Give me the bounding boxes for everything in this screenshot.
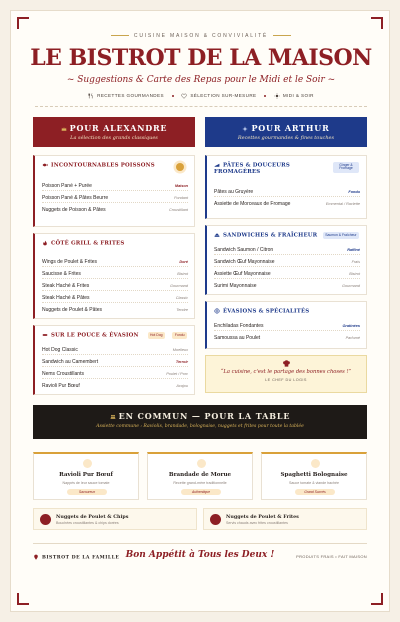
quote-author: LE CHEF DU LOGIS — [265, 378, 307, 382]
menu-item: Saucisse & Frites Bistrot — [42, 268, 188, 279]
card-header: CÔTÉ GRILL & FRITES — [42, 240, 187, 254]
quote-text: “La cuisine, c'est le partage des bonnes choses !” — [220, 369, 352, 375]
card-header: INCONTOURNABLES POISSONS — [42, 162, 187, 176]
footer-left: BISTROT DE LA FAMILLE — [33, 554, 119, 561]
tagline — [11, 33, 391, 39]
crown-icon — [61, 126, 67, 132]
card-pates — [205, 155, 367, 219]
menu-item: Wings de Poulet & Frites Doré — [42, 256, 188, 267]
chef-hat-icon — [282, 359, 291, 368]
badge: Fondu — [172, 332, 187, 339]
sparkle-icon — [242, 126, 248, 132]
utensils-icon — [88, 93, 94, 99]
menu-item: Samoussa au Poulet Parfumé — [214, 335, 360, 341]
heart-icon — [181, 93, 187, 99]
card-poissons — [33, 155, 195, 227]
bowl-icon — [311, 459, 320, 468]
menu-item: Enchiladas Fondantes Gratinées — [214, 320, 360, 331]
card-header: SUR LE POUCE & ÉVASION Hot Dog Fondu — [42, 332, 187, 346]
fish-icon — [42, 162, 48, 168]
corner-ornament — [17, 17, 29, 29]
shared-dish: Ravioli Pur Bœuf Nappés de leur sauce tomate Savoureux — [33, 452, 139, 500]
banner-subtitle: Recettes gourmandes & fines touches — [237, 135, 335, 141]
footer — [33, 543, 367, 569]
globe-icon — [214, 308, 220, 314]
badge: Ginger & Fromage — [333, 162, 359, 173]
tagline-text: CUISINE MAISON & CONVIVIALITÉ — [133, 33, 269, 39]
corner-ornament — [371, 17, 383, 29]
menu-item: Sandwich Œuf Mayonnaise Frais — [214, 256, 360, 267]
card-grill — [33, 233, 195, 319]
badge: Hot Dog — [148, 332, 165, 339]
people-icon — [110, 414, 116, 420]
feature-hours: MIDI & SOIR — [274, 93, 314, 98]
menu-item: Pâtes au Gruyère Fondu — [214, 186, 360, 197]
menu-item: Nuggets de Poulet & Pâtes Tendre — [42, 307, 188, 313]
menu-item: Nuggets de Poisson & Pâtes Croustillant — [42, 207, 188, 213]
menu-page — [10, 10, 390, 612]
chef-quote — [205, 355, 367, 393]
card-evasions — [205, 301, 367, 349]
banner-subtitle: La sélection des grands classiques — [70, 135, 158, 141]
banner-alexandre — [33, 117, 195, 147]
extra-dish: Nuggets de Poulet & Frites Servis chauds avec frites croustillantes — [203, 508, 367, 530]
drumstick-icon — [40, 514, 51, 525]
banner-arthur — [205, 117, 367, 147]
menu-item: Ravioli Pur Bœuf Acajou — [42, 383, 188, 389]
common-subtitle: Assiette commune : Raviolis, brandade, bolognaise, nuggets et frites pour toute la tablée — [96, 424, 304, 429]
bowl-icon — [83, 459, 92, 468]
page-title: LE BISTROT DE LA MAISON — [30, 45, 372, 71]
drumstick-icon — [210, 514, 221, 525]
menu-item: Steak Haché & Pâtes Classic — [42, 292, 188, 303]
corner-ornament — [371, 593, 383, 605]
card-pouce — [33, 325, 195, 395]
card-sandwiches — [205, 225, 367, 295]
hotdog-icon — [42, 332, 48, 338]
feature-selection: SÉLECTION SUR-MESURE — [181, 93, 258, 98]
common-title: EN COMMUN — POUR LA TABLE — [33, 411, 367, 421]
shared-dish: Brandade de Morue Recette grand-mère traditionnelle Authentique — [147, 452, 253, 500]
footer-slogan: Bon Appétit à Tous les Deux ! — [125, 550, 275, 560]
footer-right: PRODUITS FRAIS • FAIT MAISON — [296, 554, 367, 559]
menu-item: Assiette de Morceaux de Fromage Emmental / Raclette — [214, 201, 360, 207]
flame-icon — [42, 240, 48, 246]
menu-item: Poisson Pané & Pâtes Beurre Fondant — [42, 192, 188, 203]
common-banner — [33, 405, 367, 439]
cheese-icon — [214, 162, 220, 168]
shared-dish: Spaghetti Bolognaise Sauce tomate & viande hachée Grand Succès — [261, 452, 367, 500]
feature-recipes: RECETTES GOURMANDES — [88, 93, 166, 98]
menu-item: Sandwich au Camembert Terroir — [42, 356, 188, 367]
badge: Saumon & Fraîcheur — [323, 232, 359, 239]
bowl-icon — [197, 459, 206, 468]
extra-dish: Nuggets de Poulet & Chips Bouchées croustillantes & chips dorées — [33, 508, 197, 530]
feature-strip — [11, 93, 391, 99]
card-header: ÉVASIONS & SPÉCIALITÉS — [214, 308, 359, 322]
card-header: PÂTES & DOUCEURS FROMAGÈRES Ginger & Fromage — [214, 162, 359, 176]
page-subtitle: ~ Suggestions & Carte des Repas pour le Midi et le Soir ~ — [66, 75, 336, 85]
menu-item: Steak Haché & Frites Gourmand — [42, 280, 188, 291]
corner-ornament — [17, 593, 29, 605]
menu-item: Assiette Œuf Mayonnaise Bistrot — [214, 268, 360, 279]
sandwich-icon — [214, 232, 220, 238]
sun-icon — [274, 93, 280, 99]
menu-item: Poisson Pané + Purée Maison — [42, 180, 188, 191]
menu-item: Surimi Mayonnaise Gourmand — [214, 283, 360, 289]
card-header: SANDWICHES & FRAÎCHEUR Saumon & Fraîcheur — [214, 232, 359, 246]
divider — [35, 106, 367, 107]
banner-title: POUR ALEXANDRE — [33, 123, 195, 133]
menu-item: Sandwich Saumon / Citron Raffiné — [214, 244, 360, 255]
plate-icon — [173, 160, 187, 174]
menu-item: Nems Croustillants Poulet / Porc — [42, 368, 188, 379]
banner-title: POUR ARTHUR — [205, 123, 367, 133]
menu-item: Hot Dog Classic Moelleux — [42, 344, 188, 355]
